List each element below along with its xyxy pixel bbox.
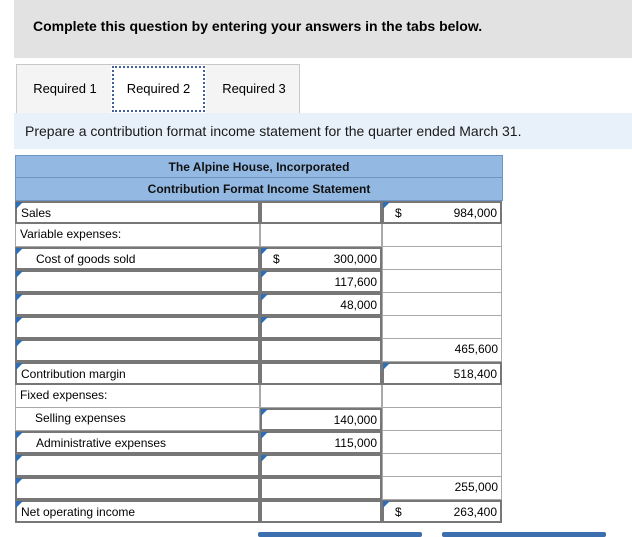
variable-2-amount-input[interactable] xyxy=(260,270,382,293)
row-variable-2 xyxy=(15,270,503,293)
fixed-total-cell xyxy=(382,477,502,500)
fixed-expenses-label: Fixed expenses: xyxy=(15,385,260,408)
net-operating-income-label-input[interactable]: Net operating income xyxy=(15,500,260,523)
contribution-margin-mid-input[interactable] xyxy=(260,362,382,385)
fixed-total-mid-input[interactable] xyxy=(260,477,382,500)
instructions-banner xyxy=(14,0,632,58)
empty-cell xyxy=(382,293,502,316)
variable-total-mid-input[interactable] xyxy=(260,339,382,362)
contribution-margin-label-input[interactable]: Contribution margin xyxy=(15,362,260,385)
variable-4-amount-input[interactable] xyxy=(260,316,382,339)
fixed-3-amount-input[interactable] xyxy=(260,454,382,477)
row-fixed-3 xyxy=(15,454,503,477)
net-operating-income-amount-input[interactable] xyxy=(382,500,502,523)
fixed-total-label-input[interactable] xyxy=(15,477,260,500)
row-fixed-expenses xyxy=(15,385,503,408)
row-variable-3 xyxy=(15,293,503,316)
next-button[interactable] xyxy=(442,532,606,537)
instruction-text: Prepare a contribution format income statement for the quarter ended March 31. xyxy=(25,123,522,139)
row-fixed-total xyxy=(15,477,503,500)
row-sales xyxy=(15,201,503,224)
variable-2-label-input[interactable] xyxy=(15,270,260,293)
sales-label-input[interactable]: Sales xyxy=(15,201,260,224)
statement-title: Contribution Format Income Statement xyxy=(15,178,503,201)
tab-required-3[interactable]: Required 3 xyxy=(222,81,286,96)
variable-expenses-label: Variable expenses: xyxy=(15,224,260,247)
row-selling-expenses xyxy=(15,408,503,431)
tab-required-1[interactable]: Required 1 xyxy=(33,81,97,96)
empty-cell xyxy=(382,224,502,247)
net-operating-income-amount: 263,400 xyxy=(453,505,497,519)
empty-cell xyxy=(260,385,382,408)
selling-expenses-amount-input[interactable] xyxy=(260,408,382,431)
question-instruction xyxy=(14,113,632,149)
cogs-amount-input[interactable] xyxy=(260,247,382,270)
row-contribution-margin xyxy=(15,362,503,385)
variable-2-amount: 117,600 xyxy=(334,275,377,289)
administrative-expenses-amount: 115,000 xyxy=(334,436,377,450)
selling-expenses-label: Selling expenses xyxy=(15,408,260,431)
empty-cell xyxy=(260,224,382,247)
variable-3-amount-input[interactable] xyxy=(260,293,382,316)
empty-cell xyxy=(382,316,502,339)
empty-cell xyxy=(382,408,502,431)
row-variable-4 xyxy=(15,316,503,339)
empty-cell xyxy=(382,431,502,454)
variable-4-label-input[interactable] xyxy=(15,316,260,339)
currency-symbol: $ xyxy=(273,252,280,266)
sales-amount-input[interactable] xyxy=(382,201,502,224)
variable-total-cell xyxy=(382,339,502,362)
net-operating-income-mid-input[interactable] xyxy=(260,500,382,523)
cogs-amount: 300,000 xyxy=(333,252,377,266)
sales-amount: 984,000 xyxy=(453,206,497,220)
prev-button[interactable] xyxy=(258,532,422,537)
contribution-margin-amount-input[interactable] xyxy=(382,362,502,385)
administrative-expenses-label-input[interactable]: Administrative expenses xyxy=(15,431,260,454)
selling-expenses-amount: 140,000 xyxy=(333,413,377,427)
company-name: The Alpine House, Incorporated xyxy=(15,155,503,178)
currency-symbol: $ xyxy=(395,206,402,220)
tab-bar xyxy=(16,64,300,113)
fixed-total-amount: 255,000 xyxy=(454,480,498,494)
sales-mid-input[interactable] xyxy=(260,201,382,224)
banner-text: Complete this question by entering your answers in the tabs below. xyxy=(33,18,483,34)
cogs-label-input[interactable]: Cost of goods sold xyxy=(15,247,260,270)
empty-cell xyxy=(382,385,502,408)
variable-total-label-input[interactable] xyxy=(15,339,260,362)
row-variable-total xyxy=(15,339,503,362)
row-variable-expenses xyxy=(15,224,503,247)
administrative-expenses-amount-input[interactable] xyxy=(260,431,382,454)
empty-cell xyxy=(382,270,502,293)
variable-total-amount: 465,600 xyxy=(454,342,498,356)
empty-cell xyxy=(382,454,502,477)
contribution-margin-amount: 518,400 xyxy=(453,367,497,381)
empty-cell xyxy=(382,247,502,270)
fixed-3-label-input[interactable] xyxy=(15,454,260,477)
row-cogs xyxy=(15,247,503,270)
variable-3-label-input[interactable] xyxy=(15,293,260,316)
variable-3-amount: 48,000 xyxy=(340,298,377,312)
row-net-operating-income xyxy=(15,500,503,523)
row-administrative-expenses xyxy=(15,431,503,454)
tab-required-2[interactable]: Required 2 xyxy=(111,65,206,113)
currency-symbol: $ xyxy=(395,505,402,519)
income-statement xyxy=(15,155,503,523)
